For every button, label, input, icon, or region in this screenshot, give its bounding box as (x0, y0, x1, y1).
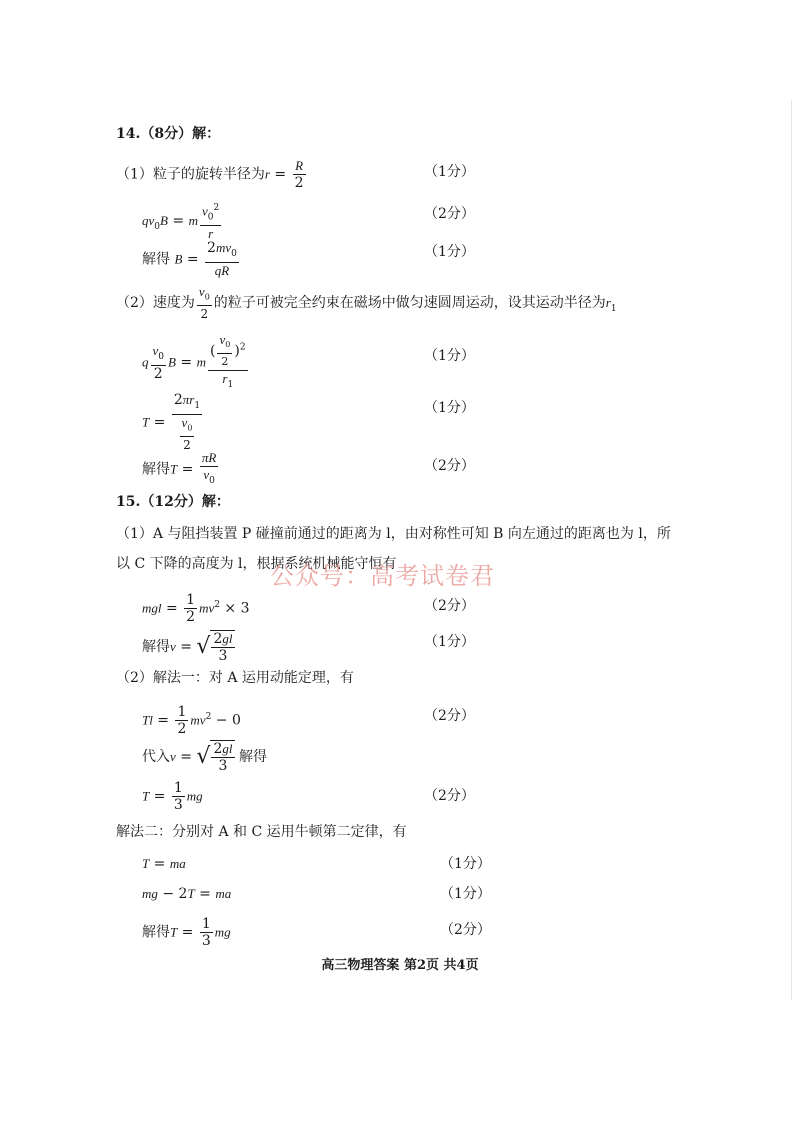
q15-method2-line: 解法二：分别对 A 和 C 运用牛顿第二定律，有 (116, 824, 407, 840)
q15-score-2: （1分） (424, 634, 475, 650)
q14-score-3: （1分） (424, 244, 475, 260)
q14-eq-force: $qv_0B = m$ $\frac{v_0^2}{r}$ (142, 200, 223, 242)
watermark: 公众号：高考试卷君 (270, 562, 495, 590)
q14-eq-half-velocity: q $\frac{v_0}{2}$ B = m ( $\frac{v_0}{2}$ )$^2$ $r_1$ (142, 332, 246, 390)
q15-header: 15.（12分）解： (116, 494, 230, 510)
q15-score-3: （2分） (424, 708, 475, 724)
q15-solve-label: 解得 (142, 639, 170, 655)
q15-p1-line1: （1）A 与阻挡装置 P 碰撞前通过的距离为 l，由对称性可知 B 向左通过的距离也为 l，所 (116, 526, 671, 542)
page-footer: 高三物理答案 第2页 共4页 (321, 958, 479, 973)
scan-edge-line (791, 100, 792, 1000)
q14-p1-label: （1）粒子的旋转半径为 (116, 166, 265, 183)
q15-p1-line2: 以 C 下降的高度为 l，根据系统机械能守恒有 (116, 556, 397, 572)
q15-score-4: （2分） (424, 788, 475, 804)
q14-p2: （2）速度为 $\frac{v_0}{2}$ 的粒子可被完全约束在磁场中做匀速圆周运动，设其运动半径为$r_1$ (116, 284, 617, 322)
q15-eq-energy: mgl = $\frac{1}{2}$ $mv^2 \times 3$ (142, 592, 250, 625)
q15-score-6: （1分） (440, 886, 491, 902)
q15-score-7: （2分） (440, 922, 491, 938)
q14-p1: （1）粒子的旋转半径为r = $\frac{R}{2}$ (116, 158, 304, 191)
q15-eq-work: Tl = $\frac{1}{2}$ $mv^2 - 0$ (142, 704, 241, 737)
q14-p2-text-a: （2）速度为 (116, 295, 195, 312)
q14-eq-period: T = $\frac{2\pi r_1}{\frac{v_0}{2}}$ (142, 392, 201, 453)
q15-eq-ma: T = ma (142, 856, 186, 872)
q14-score-4: （1分） (424, 348, 475, 364)
q15-eq-v: 解得v = √ $\frac{2gl}{3}$ (142, 631, 233, 664)
q14-eq-t-result: 解得T = $\frac{\pi R}{v_0}$ (142, 450, 217, 486)
q14-score-1: （1分） (424, 164, 475, 180)
q15-solve-label-2: 解得 (142, 924, 170, 941)
q14-p2-text-b: 的粒子可被完全约束在磁场中做匀速圆周运动，设其运动半径为 (213, 295, 606, 312)
q15-score-5: （1分） (440, 856, 491, 872)
q14-header: 14.（8分）解： (116, 126, 221, 142)
q14-solve-label: 解得 (142, 251, 170, 268)
q15-p2-line: （2）解法一：对 A 运用动能定理，有 (116, 670, 354, 686)
q14-eq-b: 解得 B = $\frac{2mv_0}{qR}$ (142, 240, 237, 278)
q15-score-1: （2分） (424, 598, 475, 614)
q14-solve-label-2: 解得 (142, 461, 170, 478)
q15-eq-substitute: 代入v = √ $\frac{2gl}{3}$ 解得 (142, 741, 267, 774)
q14-score-6: （2分） (424, 458, 475, 474)
q15-eq-t1: T = $\frac{1}{3}$ mg (142, 780, 203, 813)
q14-score-2: （2分） (424, 206, 475, 222)
q15-eq-mg: mg − 2T = ma (142, 886, 232, 902)
q15-substitute-label: 代入 (142, 749, 170, 765)
q15-eq-t2: 解得T = $\frac{1}{3}$ mg (142, 916, 231, 949)
q15-solve-suffix: 解得 (238, 749, 267, 765)
q14-score-5: （1分） (424, 400, 475, 416)
